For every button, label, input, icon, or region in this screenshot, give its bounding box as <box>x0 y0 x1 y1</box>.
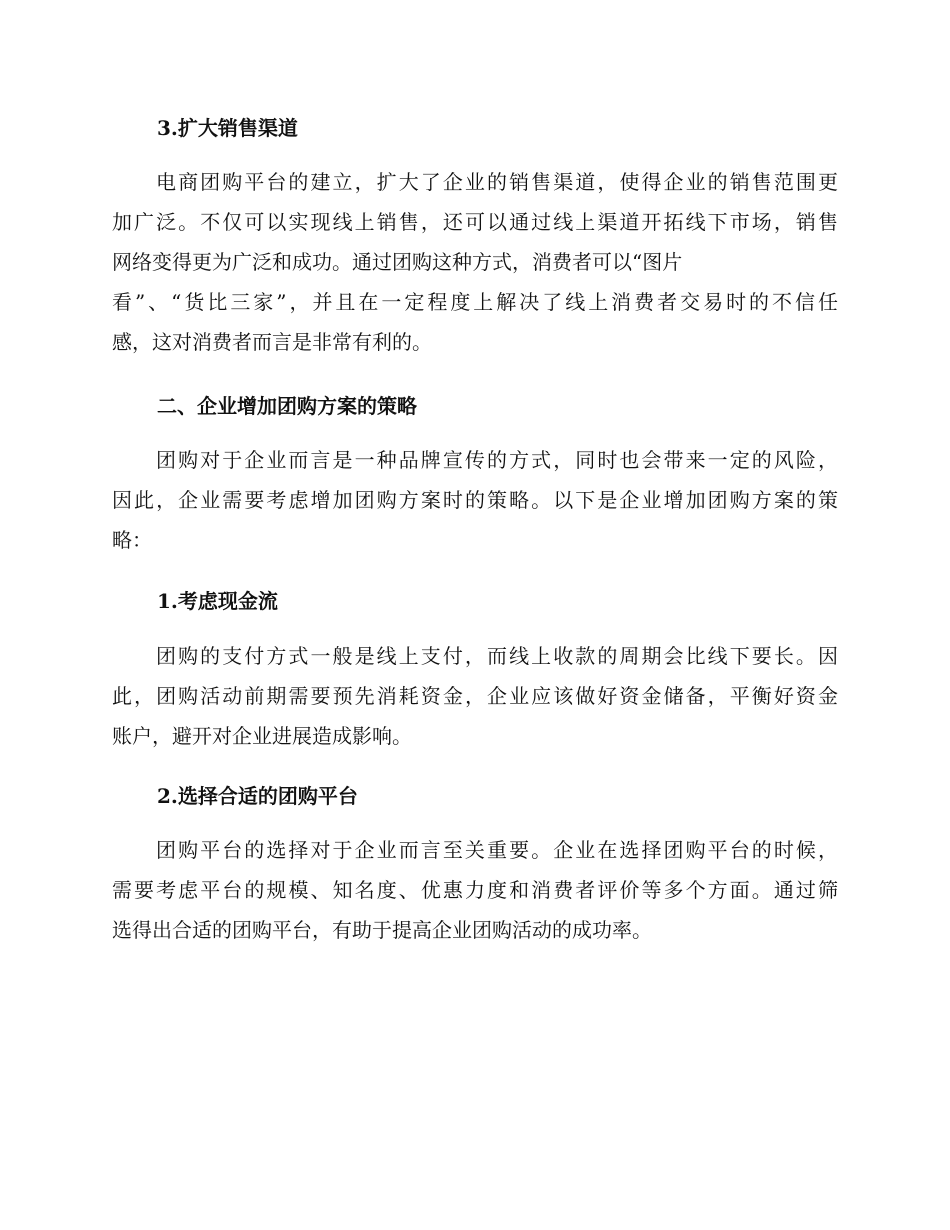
paragraph-line: 电商团购平台的建立，扩大了企业的销售渠道，使得企业的销售范围更 <box>156 170 838 194</box>
paragraph-line: 因此，企业需要考虑增加团购方案时的策略。以下是企业增加团购方案的策 <box>112 488 838 512</box>
paragraph-line: 略： <box>112 528 152 552</box>
paragraph-line: 此，团购活动前期需要预先消耗资金，企业应该做好资金储备，平衡好资金 <box>112 684 838 708</box>
paragraph-line: 团购平台的选择对于企业而言至关重要。企业在选择团购平台的时候， <box>156 838 838 862</box>
paragraph-line: 团购的支付方式一般是线上支付，而线上收款的周期会比线下要长。因 <box>156 644 838 668</box>
paragraph-line: 选得出合适的团购平台，有助于提高企业团购活动的成功率。 <box>112 918 652 942</box>
paragraph-line: 需要考虑平台的规模、知名度、优惠力度和消费者评价等多个方面。通过筛 <box>112 878 838 902</box>
paragraph-line: 看”、“货比三家”，并且在一定程度上解决了线上消费者交易时的不信任 <box>112 290 838 314</box>
section-heading: 1.考虑现金流 <box>157 589 278 613</box>
paragraph-line: 账户，避开对企业进展造成影响。 <box>112 724 412 748</box>
section-heading: 二、企业增加团购方案的策略 <box>157 394 417 418</box>
section-paragraph <box>112 162 838 362</box>
section-paragraph <box>112 830 838 950</box>
paragraph-line: 加广泛。不仅可以实现线上销售，还可以通过线上渠道开拓线下市场，销售 <box>112 210 838 234</box>
section-heading: 3.扩大销售渠道 <box>157 116 298 140</box>
section-paragraph <box>112 636 838 756</box>
paragraph-line: 感，这对消费者而言是非常有利的。 <box>112 330 432 354</box>
section-paragraph <box>112 440 838 560</box>
paragraph-line: 网络变得更为广泛和成功。通过团购这种方式，消费者可以“图片 <box>112 250 683 274</box>
paragraph-line: 团购对于企业而言是一种品牌宣传的方式，同时也会带来一定的风险， <box>156 448 838 472</box>
section-heading: 2.选择合适的团购平台 <box>157 784 358 808</box>
